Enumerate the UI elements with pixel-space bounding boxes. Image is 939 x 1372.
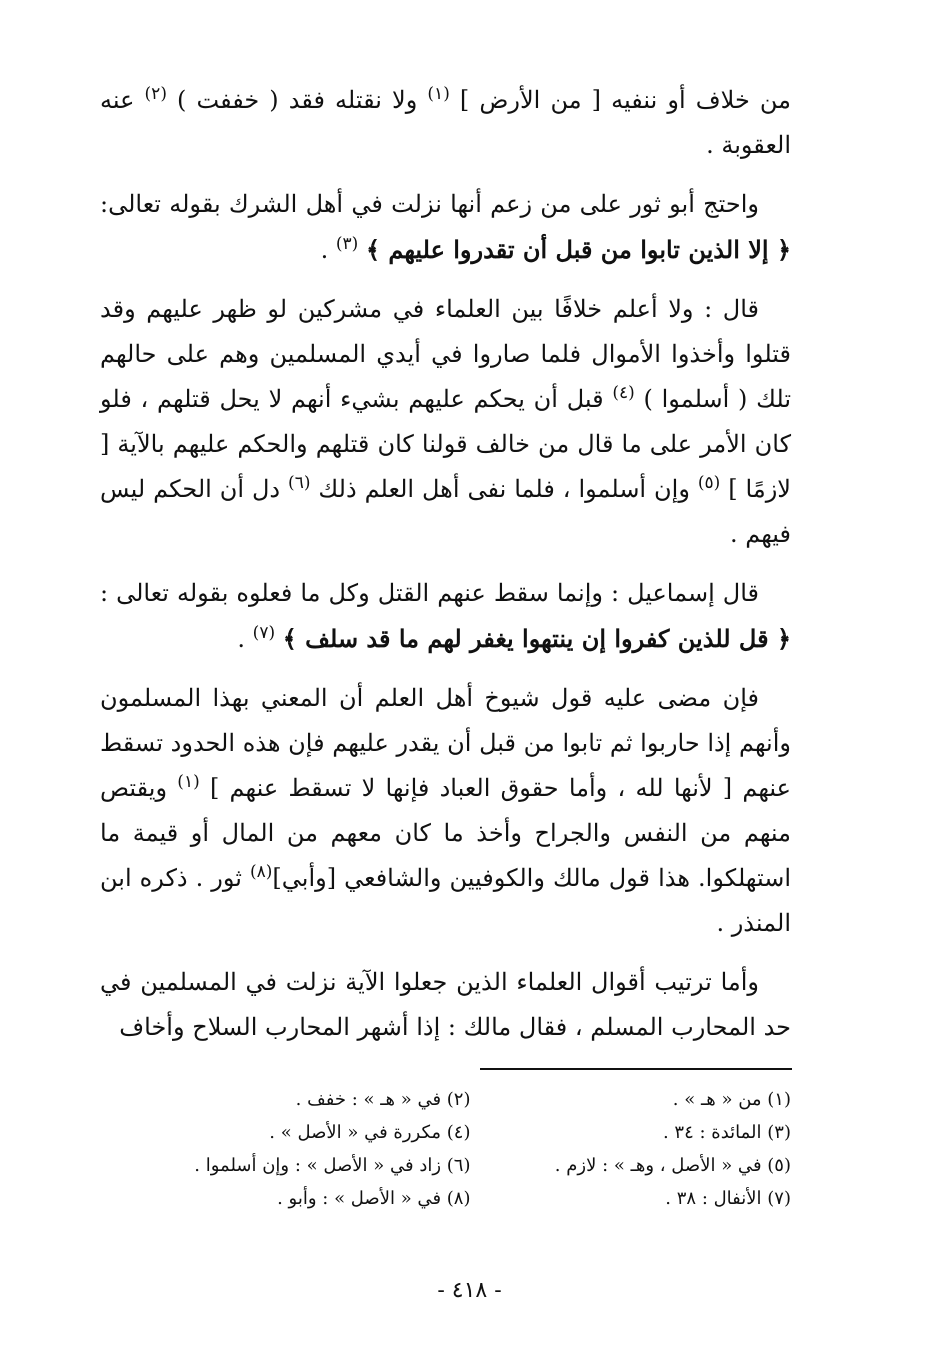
paragraph (100, 676, 791, 946)
footnote-row (150, 1182, 791, 1215)
footnote-marker: (٧) (252, 623, 276, 643)
footnote-marker: (٣) (335, 234, 359, 254)
paragraph-text: قبل أن يحكم عليهم بشيء أنهم لا يحل قتلهم ، فلو كان الأمر على ما قال من خالف قولنا كان قتلهم والحكم عليهم بالآية [ لازمًا ] (100, 385, 791, 503)
paragraph (100, 78, 791, 168)
paragraph-text: فإن مضى عليه قول شيوخ أهل العلم أن المعني بهذا المسلمون وأنهم إذا حاربوا ثم تابوا من قبل أن يقدر عليهم فإن هذه الحدود تسقط عنهم [ لأنها لله ، وأما حقوق العباد فإنها لا تسقط عنهم ] (100, 684, 791, 802)
footnote: (٨) في « الأصل » : وأبو . (277, 1188, 471, 1209)
footnote: (٣) المائدة : ٣٤ . (662, 1122, 791, 1143)
paragraph (100, 571, 791, 662)
main-text (100, 78, 791, 1064)
paragraph-text: ثور . ذكره ابن المنذر . (100, 864, 791, 937)
paragraph-text: عنه العقوبة . (100, 86, 791, 159)
paragraph-text (358, 236, 366, 264)
footnote-marker: (٥) (697, 473, 721, 493)
footnote: (٦) زاد في « الأصل » : وإن أسلموا . (194, 1155, 471, 1176)
footnote: (٢) في « هـ » : خفف . (295, 1089, 471, 1110)
footnote: (٤) مكررة في « الأصل » . (269, 1122, 471, 1143)
footnote: (٧) الأنفال : ٣٨ . (665, 1188, 791, 1209)
footnote-marker: (٨) (249, 862, 273, 882)
footnote: (١) من « هـ » . (672, 1089, 791, 1110)
footnote-marker: (١) (177, 772, 200, 792)
footnote-marker: (٤) (612, 383, 635, 403)
footnote-marker: (٢) (144, 84, 167, 104)
paragraph-text: قال : ولا أعلم خلافًا بين العلماء في مشركين لو ظهر عليهم وقد قتلوا وأخذوا الأموال فلما صاروا في أيدي المسلمين وهم على حالهم تلك ( أسلموا ) (100, 295, 791, 413)
footnote-marker: (٦) (288, 473, 311, 493)
paragraph (100, 182, 791, 273)
paragraph (100, 287, 791, 557)
paragraph-text: دل أن الحكم ليس فيهم . (100, 475, 791, 548)
page-number: - ٤١٨ - (437, 1278, 502, 1303)
paragraph-text: قال إسماعيل : وإنما سقط عنهم القتل وكل ما فعلوه بقوله تعالى : (100, 579, 759, 607)
paragraph-text: وأما ترتيب أقوال العلماء الذين جعلوا الآية نزلت في المسلمين في حد المحارب المسلم ، فقال مالك : إذا أشهر المحارب السلاح وأخاف (100, 968, 791, 1041)
footnote-row (150, 1083, 791, 1116)
paragraph-text: ولا نقتله فقد ( خففت ) (166, 86, 428, 114)
paragraph (100, 960, 791, 1050)
footnote: (٥) في « الأصل ، وهـ » : لازم . (554, 1155, 791, 1176)
footnote-marker: (١) (427, 84, 450, 104)
paragraph-text (275, 625, 283, 653)
paragraph-text: ويقتص منهم من النفس والجراح وأخذ ما كان معهم من المال أو قيمة ما استهلكوا. هذا قول مالك والكوفيين والشافعي [وأبي] (100, 774, 791, 892)
paragraph-text: من خلاف أو ننفيه [ من الأرض ] (449, 86, 791, 114)
paragraph-text: . (237, 625, 253, 653)
footnote-row (150, 1116, 791, 1149)
paragraph-text: . (320, 236, 336, 264)
footnotes (150, 1083, 791, 1215)
footnote-row (150, 1149, 791, 1182)
paragraph-text: وإن أسلموا ، فلما نفى أهل العلم ذلك (310, 475, 698, 503)
footnote-divider (480, 1068, 792, 1070)
quran-quote: ﴿ قل للذين كفروا إن ينتهوا يغفر لهم ما قد سلف ﴾ (282, 624, 791, 653)
quran-quote: ﴿ إلا الذين تابوا من قبل أن تقدروا عليهم ﴾ (365, 235, 791, 264)
paragraph-text: واحتج أبو ثور على من زعم أنها نزلت في أهل الشرك بقوله تعالى: (100, 190, 759, 218)
